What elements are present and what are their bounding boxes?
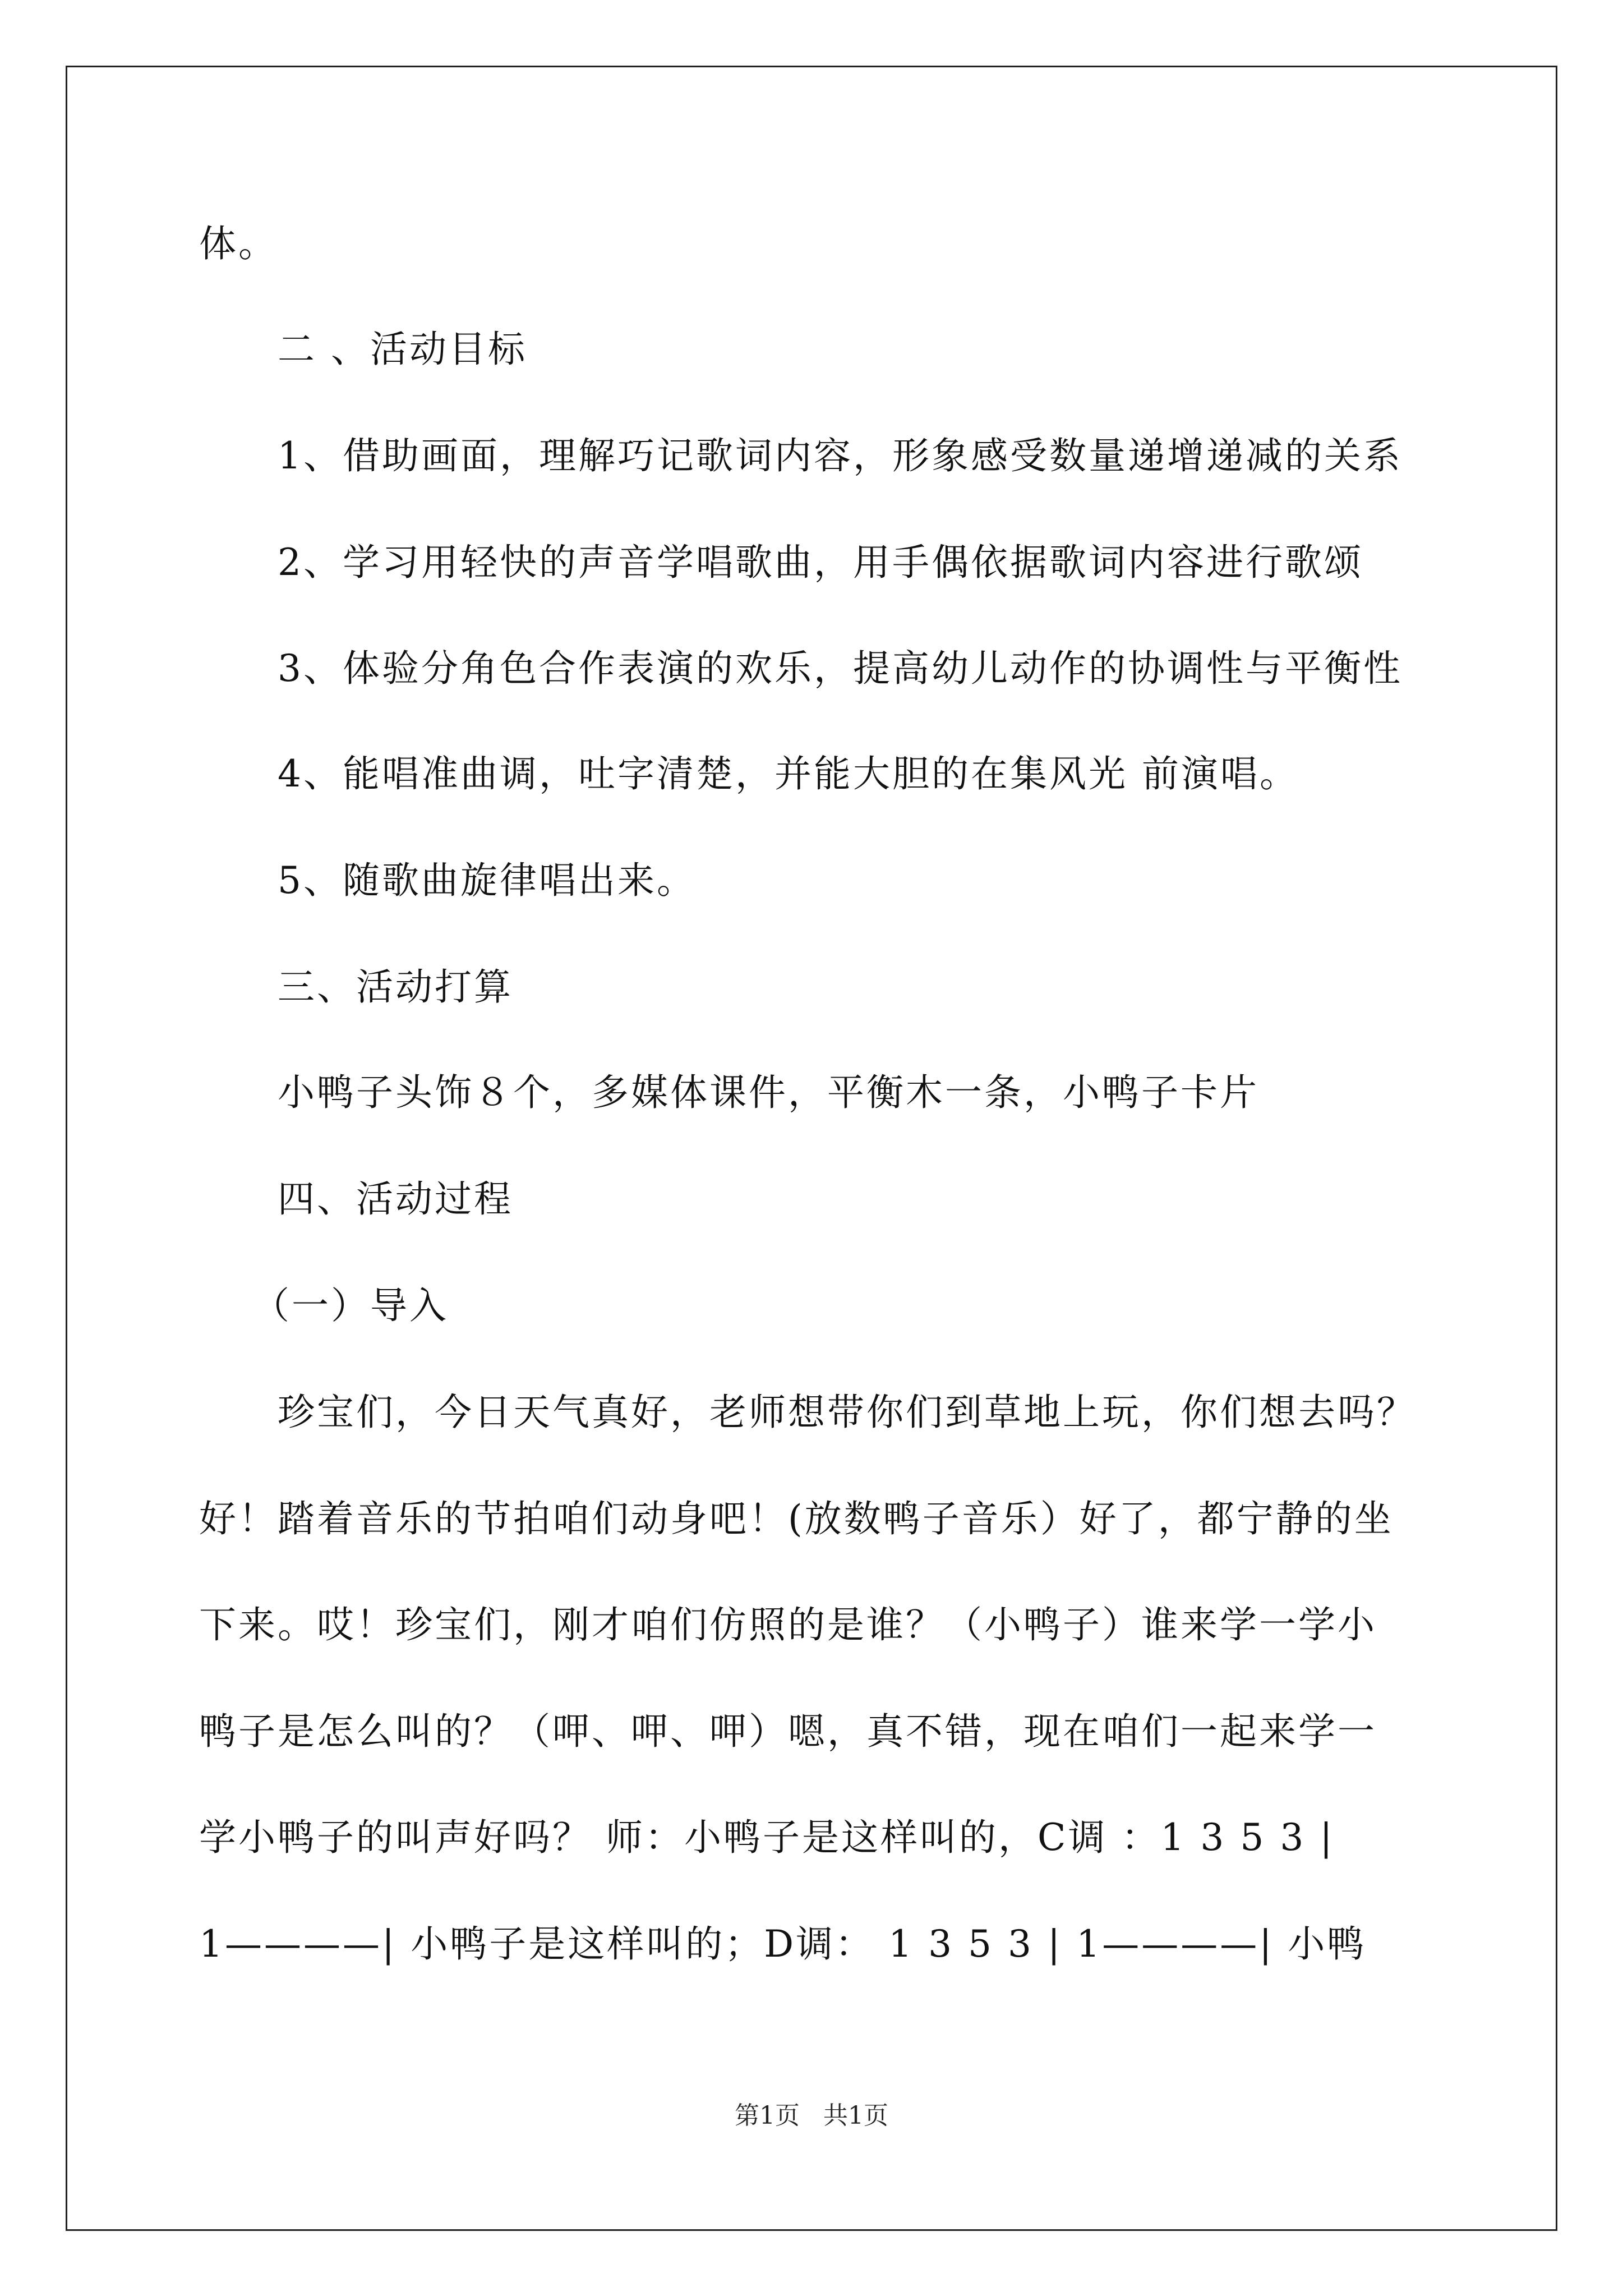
paragraph-line: 1————| 小鸭子是这样叫的；D调： 1 3 5 3 | 1————| 小鸭	[199, 1922, 1367, 1966]
list-item: 5、随歌曲旋律唱出来。	[278, 859, 696, 902]
paragraph-line: 珍宝们，今日天气真好，老师想带你们到草地上玩，你们想去吗？	[278, 1391, 1416, 1434]
page-border	[66, 66, 1557, 2231]
paragraph-line: 好！踏着音乐的节拍咱们动身吧！(放数鸭子音乐）好了，都宁静的坐	[199, 1497, 1394, 1540]
paragraph-line: 下来。哎！珍宝们，刚才咱们仿照的是谁？（小鸭子）谁来学一学小	[199, 1603, 1377, 1646]
section-heading-process: 四、活动过程	[278, 1177, 513, 1221]
list-item: 3、体验分角色合作表演的欢乐，提高幼儿动作的协调性与平衡性	[278, 647, 1403, 690]
paragraph-line: 学小鸭子的叫声好吗？ 师：小鸭子是这样叫的，C调 ：1 3 5 3 |	[199, 1816, 1335, 1859]
page-footer: 第1页 共1页	[735, 2101, 888, 2130]
text-line: 小鸭子头饰８个，多媒体课件，平衡木一条，小鸭子卡片	[278, 1071, 1259, 1114]
section-heading-goals: 二 、活动目标	[278, 328, 527, 371]
text-line: 体。	[199, 222, 278, 265]
list-item: 4、能唱准曲调，吐字清楚，并能大胆的在集风光 前演唱。	[278, 752, 1299, 795]
list-item: 2、学习用轻快的声音学唱歌曲，用手偶依据歌词内容进行歌颂	[278, 541, 1363, 584]
section-heading-preparation: 三、活动打算	[278, 965, 513, 1009]
list-item: 1、借助画面，理解巧记歌词内容，形象感受数量递增递减的关系	[278, 434, 1403, 477]
paragraph-line: 鸭子是怎么叫的？（呷、呷、呷）嗯，真不错，现在咱们一起来学一	[199, 1710, 1377, 1753]
subsection-heading-intro: （一）导入	[252, 1284, 449, 1327]
